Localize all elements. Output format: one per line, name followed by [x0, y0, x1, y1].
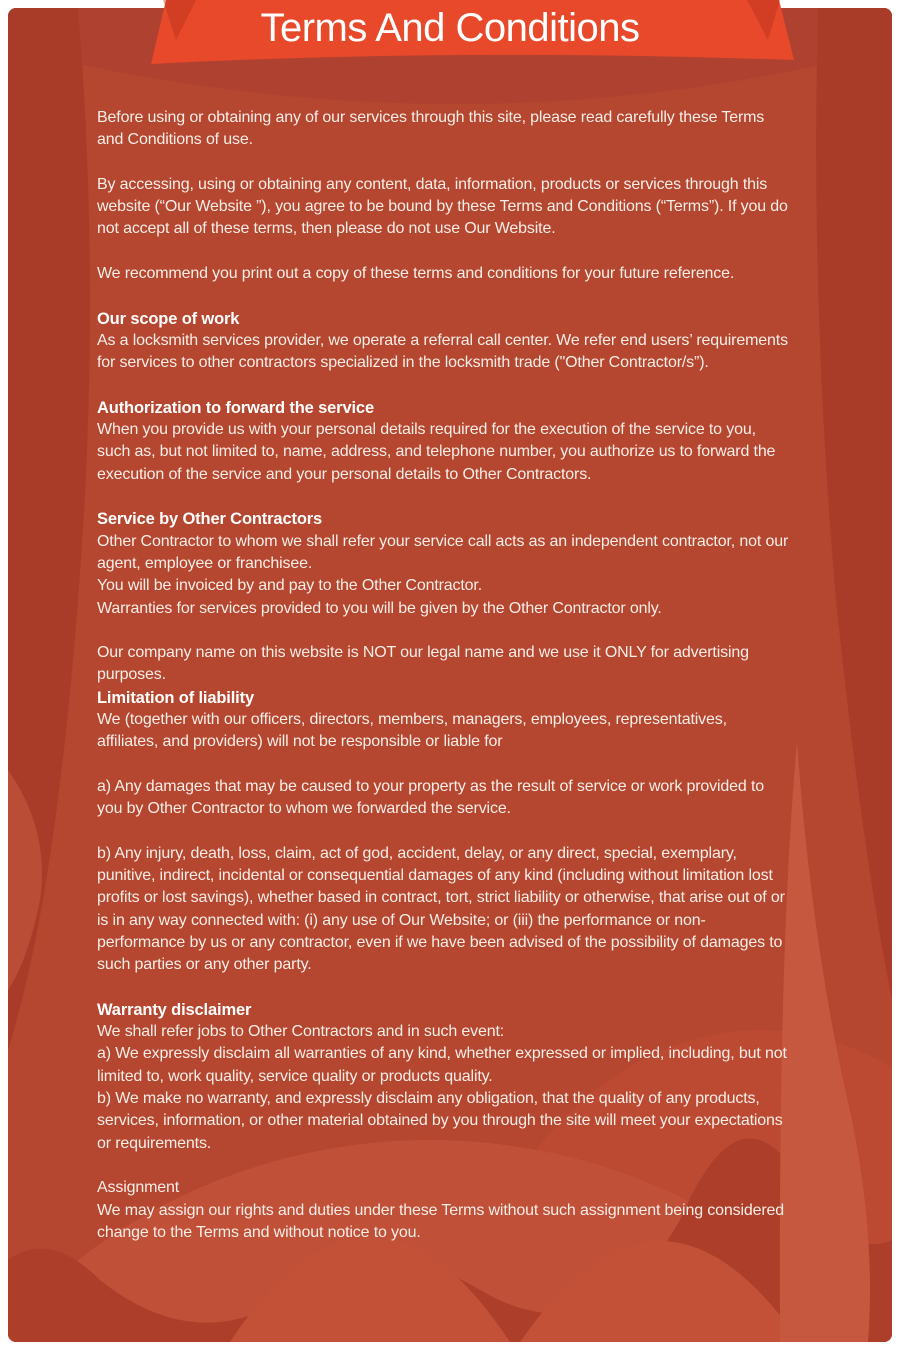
- paragraph: You will be invoiced by and pay to the Other Contractor.: [97, 577, 483, 595]
- content-blocks: [97, 107, 791, 1244]
- paragraph: We recommend you print out a copy of these terms and conditions for your future reference.: [97, 265, 735, 283]
- paragraph: a) We expressly disclaim all warranties of any kind, whether expressed or implied, including, but not limited to, work quality, service quality or products quality.: [97, 1045, 792, 1085]
- paragraph: Our company name on this website is NOT our legal name and we use it ONLY for advertising purposes.: [97, 644, 754, 684]
- section-heading: Limitation of liability: [97, 688, 254, 707]
- paragraph: Assignment: [97, 1179, 180, 1197]
- paragraph: By accessing, using or obtaining any content, data, information, products or services through this website (“Our Website ”), you agree to be bound by these Terms and Conditions (“Terms”). If you do not accept all of these terms, then please do not use Our Website.: [97, 175, 793, 238]
- paragraph: b) We make no warranty, and expressly disclaim any obligation, that the quality of any products, services, information, or other material obtained by you through the site will meet your expectations or requirements.: [97, 1090, 787, 1152]
- paragraph: We shall refer jobs to Other Contractors and in such event:: [97, 1023, 505, 1041]
- section-heading: Authorization to forward the service: [97, 398, 374, 417]
- paragraph: We may assign our rights and duties under these Terms without such assignment being considered change to the Terms and without notice to you.: [97, 1201, 789, 1241]
- paragraph: Before using or obtaining any of our services through this site, please read carefully these Terms and Conditions of use.: [97, 109, 769, 149]
- paragraph: b) Any injury, death, loss, claim, act of god, accident, delay, or any direct, special, exemplary, punitive, indirect, incidental or consequential damages of any kind (including without limitation lost profits or lost savings), whether based in contract, tort, strict liability or otherwise, that arise out of or is in any way connected with: (i) any use of Our Website; or (iii) the performance or non-performance by us or any contractor, even if we have been advised of the possibility of damages to such parties or any other party.: [97, 844, 790, 974]
- paragraph: When you provide us with your personal details required for the execution of the service to you, such as, but not limited to, name, address, and telephone number, you authorize us to forward the execution of the service and your personal details to Other Contractors.: [97, 421, 780, 483]
- paragraph: Other Contractor to whom we shall refer your service call acts as an independent contractor, not our agent, employee or franchisee.: [97, 532, 793, 572]
- paragraph: As a locksmith services provider, we operate a referral call center. We refer end users’ requirements for services to other contractors specialized in the locksmith trade ("Other Contractor/s”).: [97, 331, 793, 372]
- section-heading: Our scope of work: [97, 309, 240, 328]
- paragraph: a) Any damages that may be caused to your property as the result of service or work provided to you by Other Contractor to whom we forwarded the service.: [97, 777, 769, 818]
- paragraph: We (together with our officers, directors, members, managers, employees, representatives, affiliates, and providers) will not be responsible or liable for: [97, 711, 732, 751]
- section-heading: Warranty disclaimer: [97, 1000, 252, 1019]
- paragraph: Warranties for services provided to you will be given by the Other Contractor only.: [97, 599, 662, 617]
- page-title: Terms And Conditions: [260, 6, 640, 50]
- section-heading: Service by Other Contractors: [97, 510, 323, 529]
